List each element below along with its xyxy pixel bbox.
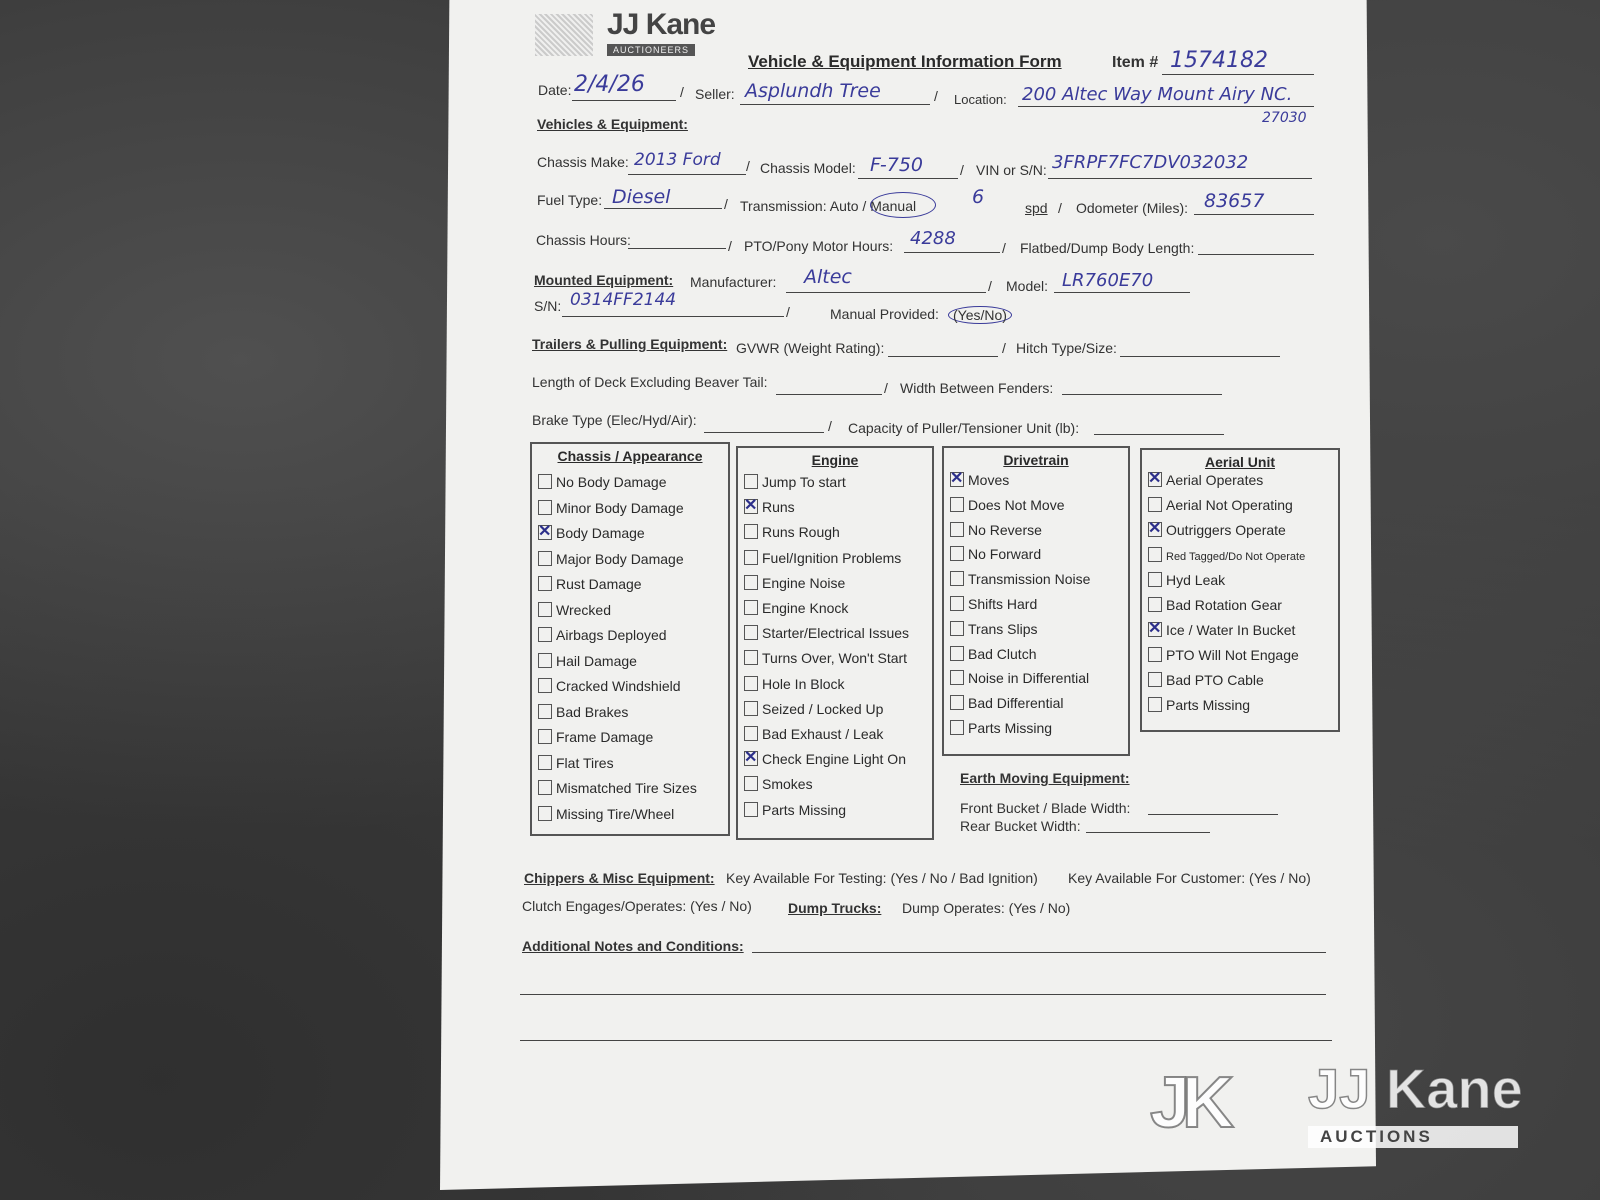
- hitch-label: Hitch Type/Size:: [1016, 340, 1117, 356]
- aerial-item-ice-water-in-bucket: [1148, 622, 1295, 638]
- checklist-label: Smokes: [762, 776, 813, 793]
- checkbox: [1148, 672, 1162, 687]
- watermark-jk-icon: JK: [1150, 1063, 1227, 1143]
- checkbox: [538, 704, 552, 719]
- checkbox: [744, 776, 758, 791]
- odometer-label: Odometer (Miles):: [1076, 200, 1189, 216]
- watermark-text: JJ Kane: [1308, 1057, 1523, 1120]
- checklist-label: Bad Brakes: [556, 703, 629, 720]
- checkbox: [744, 499, 758, 514]
- clutch-text: Clutch Engages/Operates: (Yes / No): [522, 898, 752, 914]
- checkbox: [1148, 522, 1162, 537]
- checklist-label: No Body Damage: [556, 474, 667, 490]
- logo-text: JJ Kane: [607, 8, 716, 41]
- chassis-item-cracked-windshield: [538, 678, 681, 694]
- checklist-label: PTO Will Not Engage: [1166, 647, 1299, 663]
- key-customer-text: Key Available For Customer: (Yes / No): [1068, 870, 1311, 886]
- seller-value: Asplundh Tree: [745, 80, 881, 102]
- notes-line-3: [520, 1040, 1332, 1041]
- chippers-header: Chippers & Misc Equipment:: [524, 870, 715, 886]
- engine-item-starter-electrical-issues: [744, 625, 909, 641]
- engine-item-engine-noise: [744, 575, 845, 591]
- chassis-item-rust-damage: [538, 576, 642, 592]
- engine-item-fuel-ignition-problems: [744, 550, 901, 566]
- checkbox: [538, 627, 552, 642]
- notes-line-2: [520, 994, 1326, 995]
- aerial-item-aerial-operates: [1148, 472, 1263, 488]
- checklist-label: Turns Over, Won't Start: [762, 650, 908, 667]
- pto-hours-label: PTO/Pony Motor Hours:: [744, 238, 894, 254]
- location-label: Location:: [954, 92, 1007, 107]
- chassis-item-body-damage: [538, 525, 645, 541]
- pto-hours-value: 4288: [910, 228, 956, 249]
- chassis-item-frame-damage: [538, 729, 653, 745]
- drivetrain-item-no-reverse: [950, 522, 1042, 538]
- checklist-label: Bad Exhaust / Leak: [762, 726, 884, 742]
- checkbox: [1148, 622, 1162, 637]
- speed-value: 6: [972, 186, 985, 208]
- chassis-item-missing-tire-wheel: [538, 806, 674, 822]
- chassis-item-airbags-deployed: [538, 627, 667, 643]
- checklist-label: Engine Noise: [762, 574, 846, 591]
- checkbox: [538, 780, 552, 795]
- engine-section: [736, 446, 934, 840]
- checklist-label: Transmission Noise: [968, 571, 1091, 588]
- sn-value: 0314FF2144: [570, 290, 677, 310]
- flatbed-label: Flatbed/Dump Body Length:: [1020, 240, 1195, 256]
- checklist-label: Body Damage: [556, 525, 645, 541]
- checklist-label: Wrecked: [556, 601, 611, 618]
- checkbox: [538, 729, 552, 744]
- checklist-label: Does Not Move: [968, 496, 1065, 513]
- chassis-model-value: F-750: [870, 154, 924, 176]
- checklist-label: Shifts Hard: [968, 596, 1038, 612]
- drivetrain-item-bad-clutch: [950, 646, 1036, 662]
- engine-item-runs: [744, 499, 795, 515]
- checkbox: [538, 602, 552, 617]
- checklist-label: Aerial Not Operating: [1166, 497, 1293, 513]
- odometer-value: 83657: [1204, 190, 1265, 212]
- aerial-item-parts-missing: [1148, 697, 1250, 713]
- chassis-item-flat-tires: [538, 755, 614, 771]
- checklist-label: Trans Slips: [968, 620, 1038, 637]
- drivetrain-item-noise-in-differential: [950, 670, 1089, 686]
- dump-operates-text: Dump Operates: (Yes / No): [902, 900, 1071, 916]
- seller-label: Seller:: [695, 86, 735, 102]
- checkbox: [950, 522, 964, 537]
- checklist-label: Starter/Electrical Issues: [762, 625, 910, 642]
- chassis-item-wrecked: [538, 602, 611, 618]
- aerial-unit-section: [1140, 448, 1340, 732]
- checklist-label: Hyd Leak: [1166, 572, 1226, 588]
- brake-type-label: Brake Type (Elec/Hyd/Air):: [532, 412, 697, 428]
- notes-line-1: [752, 952, 1326, 953]
- checkbox: [1148, 597, 1162, 612]
- drivetrain-item-parts-missing: [950, 720, 1052, 736]
- drivetrain-section: [942, 446, 1130, 756]
- date-value: 2/4/26: [574, 72, 645, 97]
- drivetrain-item-shifts-hard: [950, 596, 1037, 612]
- checklist-label: Red Tagged/Do Not Operate: [1166, 551, 1306, 563]
- checkbox: [950, 621, 964, 636]
- manual-circle-mark: [870, 192, 936, 218]
- checklist-label: Bad Differential: [968, 695, 1064, 712]
- checkbox: [538, 576, 552, 591]
- engine-item-check-engine-light-on: [744, 751, 906, 767]
- checkbox: [744, 726, 758, 741]
- checkbox: [744, 474, 758, 489]
- chassis-make-label: Chassis Make:: [537, 154, 629, 170]
- checklist-label: Major Body Damage: [556, 550, 684, 567]
- checkbox: [744, 524, 758, 539]
- notes-header: Additional Notes and Conditions:: [522, 938, 744, 954]
- logo-seal-icon: [535, 14, 593, 56]
- checklist-label: Rust Damage: [556, 576, 642, 592]
- checkbox: [1148, 697, 1162, 712]
- checkbox: [744, 751, 758, 766]
- checkbox: [538, 678, 552, 693]
- checkbox: [950, 596, 964, 611]
- checkbox: [950, 472, 964, 487]
- checkbox: [744, 650, 758, 665]
- vehicles-equipment-header: Vehicles & Equipment:: [537, 116, 688, 132]
- engine-item-seized-locked-up: [744, 701, 883, 717]
- checkbox: [744, 701, 758, 716]
- engine-item-jump-to-start: [744, 474, 846, 490]
- spd-label: spd: [1025, 200, 1048, 216]
- checklist-label: Aerial Operates: [1166, 472, 1264, 488]
- checklist-label: Cracked Windshield: [556, 678, 681, 694]
- vin-label: VIN or S/N:: [976, 162, 1047, 178]
- checkbox: [950, 670, 964, 685]
- chassis-item-minor-body-damage: [538, 500, 684, 516]
- engine-item-bad-exhaust-leak: [744, 726, 883, 742]
- checklist-label: Bad Rotation Gear: [1166, 597, 1282, 613]
- checklist-label: Flat Tires: [556, 754, 614, 771]
- engine-section-title: Engine: [811, 452, 859, 468]
- engine-item-turns-over-won-t-start: [744, 650, 907, 666]
- fenders-label: Width Between Fenders:: [900, 380, 1054, 396]
- aerial-item-hyd-leak: [1148, 572, 1225, 588]
- trailers-header: Trailers & Pulling Equipment:: [532, 336, 728, 352]
- location-value: 200 Altec Way Mount Airy NC.: [1022, 84, 1293, 105]
- chassis-model-label: Chassis Model:: [760, 160, 856, 176]
- dump-trucks-header: Dump Trucks:: [788, 900, 882, 916]
- location-zip: 27030: [1262, 110, 1307, 126]
- checklist-label: No Reverse: [968, 521, 1042, 538]
- checkbox: [1148, 572, 1162, 587]
- mounted-equipment-header: Mounted Equipment:: [534, 272, 674, 288]
- checkbox: [538, 806, 552, 821]
- earth-moving-header: Earth Moving Equipment:: [960, 770, 1130, 786]
- checklist-label: Bad Clutch: [968, 645, 1037, 662]
- checklist-label: Frame Damage: [556, 729, 654, 745]
- checklist-label: Engine Knock: [762, 600, 849, 616]
- aerial-item-outriggers-operate: [1148, 522, 1286, 538]
- checkbox: [1148, 647, 1162, 662]
- sn-label: S/N:: [534, 298, 562, 314]
- chassis-hours-label: Chassis Hours:: [536, 232, 631, 248]
- drivetrain-item-trans-slips: [950, 621, 1038, 637]
- checklist-label: Fuel/Ignition Problems: [762, 549, 902, 566]
- checklist-label: Runs Rough: [762, 524, 840, 541]
- rear-bucket-label: Rear Bucket Width:: [960, 818, 1081, 834]
- checkbox: [950, 720, 964, 735]
- manufacturer-label: Manufacturer:: [690, 274, 777, 290]
- checkbox: [1148, 472, 1162, 487]
- checklist-label: Check Engine Light On: [762, 751, 906, 768]
- chassis-make-value: 2013 Ford: [634, 150, 721, 170]
- engine-item-smokes: [744, 776, 813, 792]
- checkbox: [538, 755, 552, 770]
- form-title: Vehicle & Equipment Information Form: [748, 52, 1062, 71]
- model-value: LR760E70: [1062, 270, 1154, 291]
- manual-provided-label: Manual Provided:: [830, 306, 939, 322]
- aerial-item-bad-pto-cable: [1148, 672, 1264, 688]
- drivetrain-item-does-not-move: [950, 497, 1064, 513]
- drivetrain-item-bad-differential: [950, 695, 1063, 711]
- engine-item-engine-knock: [744, 600, 848, 616]
- chassis-section-title: Chassis / Appearance: [557, 448, 703, 464]
- aerial-item-red-tagged-do-not-operate: [1148, 547, 1305, 563]
- item-number-value: 1574182: [1170, 48, 1268, 73]
- checkbox: [1148, 547, 1162, 562]
- checklist-label: Hole In Block: [762, 675, 845, 692]
- checklist-label: Outriggers Operate: [1166, 522, 1286, 538]
- checklist-label: Mismatched Tire Sizes: [556, 780, 697, 796]
- checkbox: [538, 474, 552, 489]
- fuel-type-label: Fuel Type:: [537, 192, 603, 208]
- manual-provided-value: (Yes/No): [948, 306, 1012, 324]
- checklist-label: No Forward: [968, 546, 1042, 563]
- checkbox: [538, 653, 552, 668]
- deck-length-label: Length of Deck Excluding Beaver Tail:: [532, 374, 768, 390]
- drivetrain-item-no-forward: [950, 546, 1041, 562]
- checkbox: [538, 500, 552, 515]
- checklist-label: Hail Damage: [556, 652, 637, 669]
- checkbox: [744, 575, 758, 590]
- aerial-item-pto-will-not-engage: [1148, 647, 1299, 663]
- drivetrain-item-moves: [950, 472, 1009, 488]
- checkbox: [538, 525, 552, 540]
- checkbox: [950, 497, 964, 512]
- checkbox: [950, 571, 964, 586]
- checkbox: [744, 625, 758, 640]
- transmission-label: Transmission: Auto / Manual: [740, 198, 917, 214]
- logo-subtitle: AUCTIONEERS: [607, 44, 695, 56]
- checkbox: [744, 600, 758, 615]
- checklist-label: Minor Body Damage: [556, 499, 684, 516]
- checkbox: [950, 695, 964, 710]
- checklist-label: Runs: [762, 499, 795, 516]
- item-number-label: Item #: [1112, 54, 1159, 71]
- checkbox: [950, 646, 964, 661]
- checklist-label: Missing Tire/Wheel: [556, 805, 675, 822]
- checklist-label: Parts Missing: [762, 801, 847, 818]
- checkbox: [538, 551, 552, 566]
- checkbox: [744, 802, 758, 817]
- chassis-item-major-body-damage: [538, 551, 684, 567]
- fuel-type-value: Diesel: [612, 186, 671, 208]
- front-bucket-label: Front Bucket / Blade Width:: [960, 800, 1131, 816]
- engine-item-parts-missing: [744, 802, 846, 818]
- checkbox: [950, 546, 964, 561]
- engine-item-hole-in-block: [744, 676, 844, 692]
- aerial-item-bad-rotation-gear: [1148, 597, 1282, 613]
- model-label: Model:: [1006, 278, 1049, 294]
- chassis-item-mismatched-tire-sizes: [538, 780, 697, 796]
- capacity-label: Capacity of Puller/Tensioner Unit (lb):: [848, 420, 1080, 436]
- checklist-label: Parts Missing: [1166, 697, 1251, 713]
- drivetrain-item-transmission-noise: [950, 571, 1090, 587]
- checkbox: [1148, 497, 1162, 512]
- manufacturer-value: Altec: [804, 266, 852, 288]
- checkbox: [744, 676, 758, 691]
- watermark-sub: AUCTIONS: [1308, 1126, 1518, 1148]
- checkbox: [744, 550, 758, 565]
- gvwr-label: GVWR (Weight Rating):: [736, 340, 885, 356]
- chassis-item-no-body-damage: [538, 474, 667, 490]
- checklist-label: Seized / Locked Up: [762, 700, 884, 717]
- aerial-section-title: Aerial Unit: [1204, 454, 1275, 470]
- chassis-item-hail-damage: [538, 653, 637, 669]
- vin-value: 3FRPF7FC7DV032032: [1052, 152, 1249, 173]
- drivetrain-section-title: Drivetrain: [1003, 452, 1069, 468]
- chassis-item-bad-brakes: [538, 704, 628, 720]
- checklist-label: Noise in Differential: [968, 670, 1090, 687]
- checklist-label: Moves: [968, 472, 1010, 488]
- key-testing-text: Key Available For Testing: (Yes / No / Bad Ignition): [726, 870, 1038, 886]
- chassis-appearance-section: [530, 442, 730, 836]
- checklist-label: Ice / Water In Bucket: [1166, 622, 1296, 638]
- aerial-item-aerial-not-operating: [1148, 497, 1293, 513]
- checklist-label: Bad PTO Cable: [1166, 672, 1264, 688]
- checklist-label: Parts Missing: [968, 720, 1053, 736]
- engine-item-runs-rough: [744, 524, 840, 540]
- checklist-label: Airbags Deployed: [556, 627, 667, 643]
- checklist-label: Jump To start: [762, 474, 846, 490]
- date-label: Date:: [538, 82, 572, 98]
